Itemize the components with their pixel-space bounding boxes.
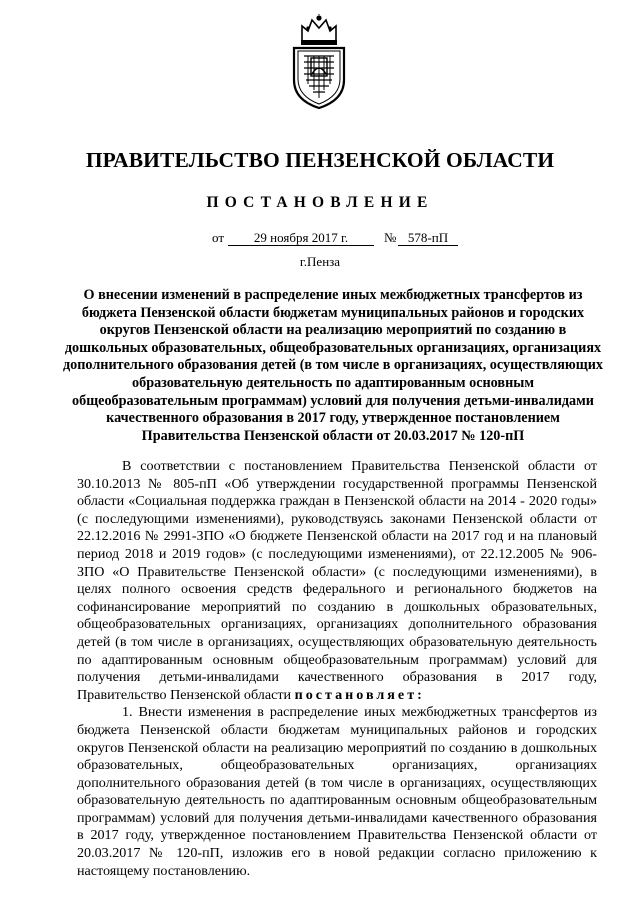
document-date: 29 ноября 2017 г. bbox=[228, 230, 374, 246]
date-number-line bbox=[0, 230, 640, 250]
preamble-text: В соответствии с постановлением Правительства Пензенской области от 30.10.2013 № 805-пП «Об утверждении государственной программы Пензенской области «Социальная поддержка граждан в Пензенской области на 2014 - 2020 годы» (с последующими изменениями), руководствуясь законами Пензенской области от 22.12.2016 № 2991-ЗПО «О бюджете Пензенской области на 2017 год и на плановый период 2018 и 2019 годов» (с последующими изменениями), от 22.12.2005 № 906-ЗПО «О Правительстве Пензенской области» (с последующими изменениями), в целях полного освоения средств федерального и регионального бюджетов на софинансирование мероприятий по созданию в дошкольных образовательных, общеобразовательных организациях, организациях дополнительного образования детей (в том числе в организациях, осуществляющих образовательную деятельность по адаптированным основным общеобразовательным программам) условий для получения детьми-инвалидами качественного образования в 2017 году, Правительство Пензенской области bbox=[77, 458, 597, 703]
preamble-paragraph bbox=[77, 458, 597, 704]
resolves-word: постановляет: bbox=[294, 686, 425, 703]
document-body bbox=[77, 458, 597, 880]
item-1-paragraph: 1. Внести изменения в распределение иных межбюджетных трансфертов из бюджета Пензенской области бюджетам муниципальных районов и городских округов Пензенской области на реализацию мероприятий по созданию в дошкольных образовательных, общеобразовательных организациях, организациях дополнительного образования детей (в том числе в организациях, осуществляющих образовательную деятельность по адаптированным основным общеобразовательным программам) условий для получения детьми-инвалидами качественного образования в 2017 году, утвержденное постановлением Правительства Пензенской области от 20.03.2017 № 120-пП, изложив его в новой редакции согласно приложению к настоящему постановлению. bbox=[77, 704, 597, 879]
document-number: 578-пП bbox=[398, 230, 458, 246]
date-prefix: от bbox=[212, 230, 225, 245]
city: г.Пенза bbox=[299, 254, 341, 269]
document-heading: О внесении изменений в распределение иных межбюджетных трансфертов из бюджета Пензенской области бюджетам муниципальных районов и городских округов Пензенской области на реализацию мероприятий по созданию в дошкольных образовательных, общеобразовательных организациях, организациях дополнительного образования детей (в том числе в организациях, осуществляющих образовательную деятельность по адаптированным основным общеобразовательным программам) условий для получения детьми-инвалидами качественного образования в 2017 году, утвержденное постановлением Правительства Пензенской области от 20.03.2017 № 120-пП bbox=[62, 287, 604, 444]
government-title: ПРАВИТЕЛЬСТВО ПЕНЗЕНСКОЙ ОБЛАСТИ bbox=[85, 148, 555, 172]
coat-of-arms-icon bbox=[288, 14, 350, 110]
document-type: ПОСТАНОВЛЕНИЕ bbox=[206, 194, 434, 211]
number-prefix: № bbox=[384, 230, 397, 245]
